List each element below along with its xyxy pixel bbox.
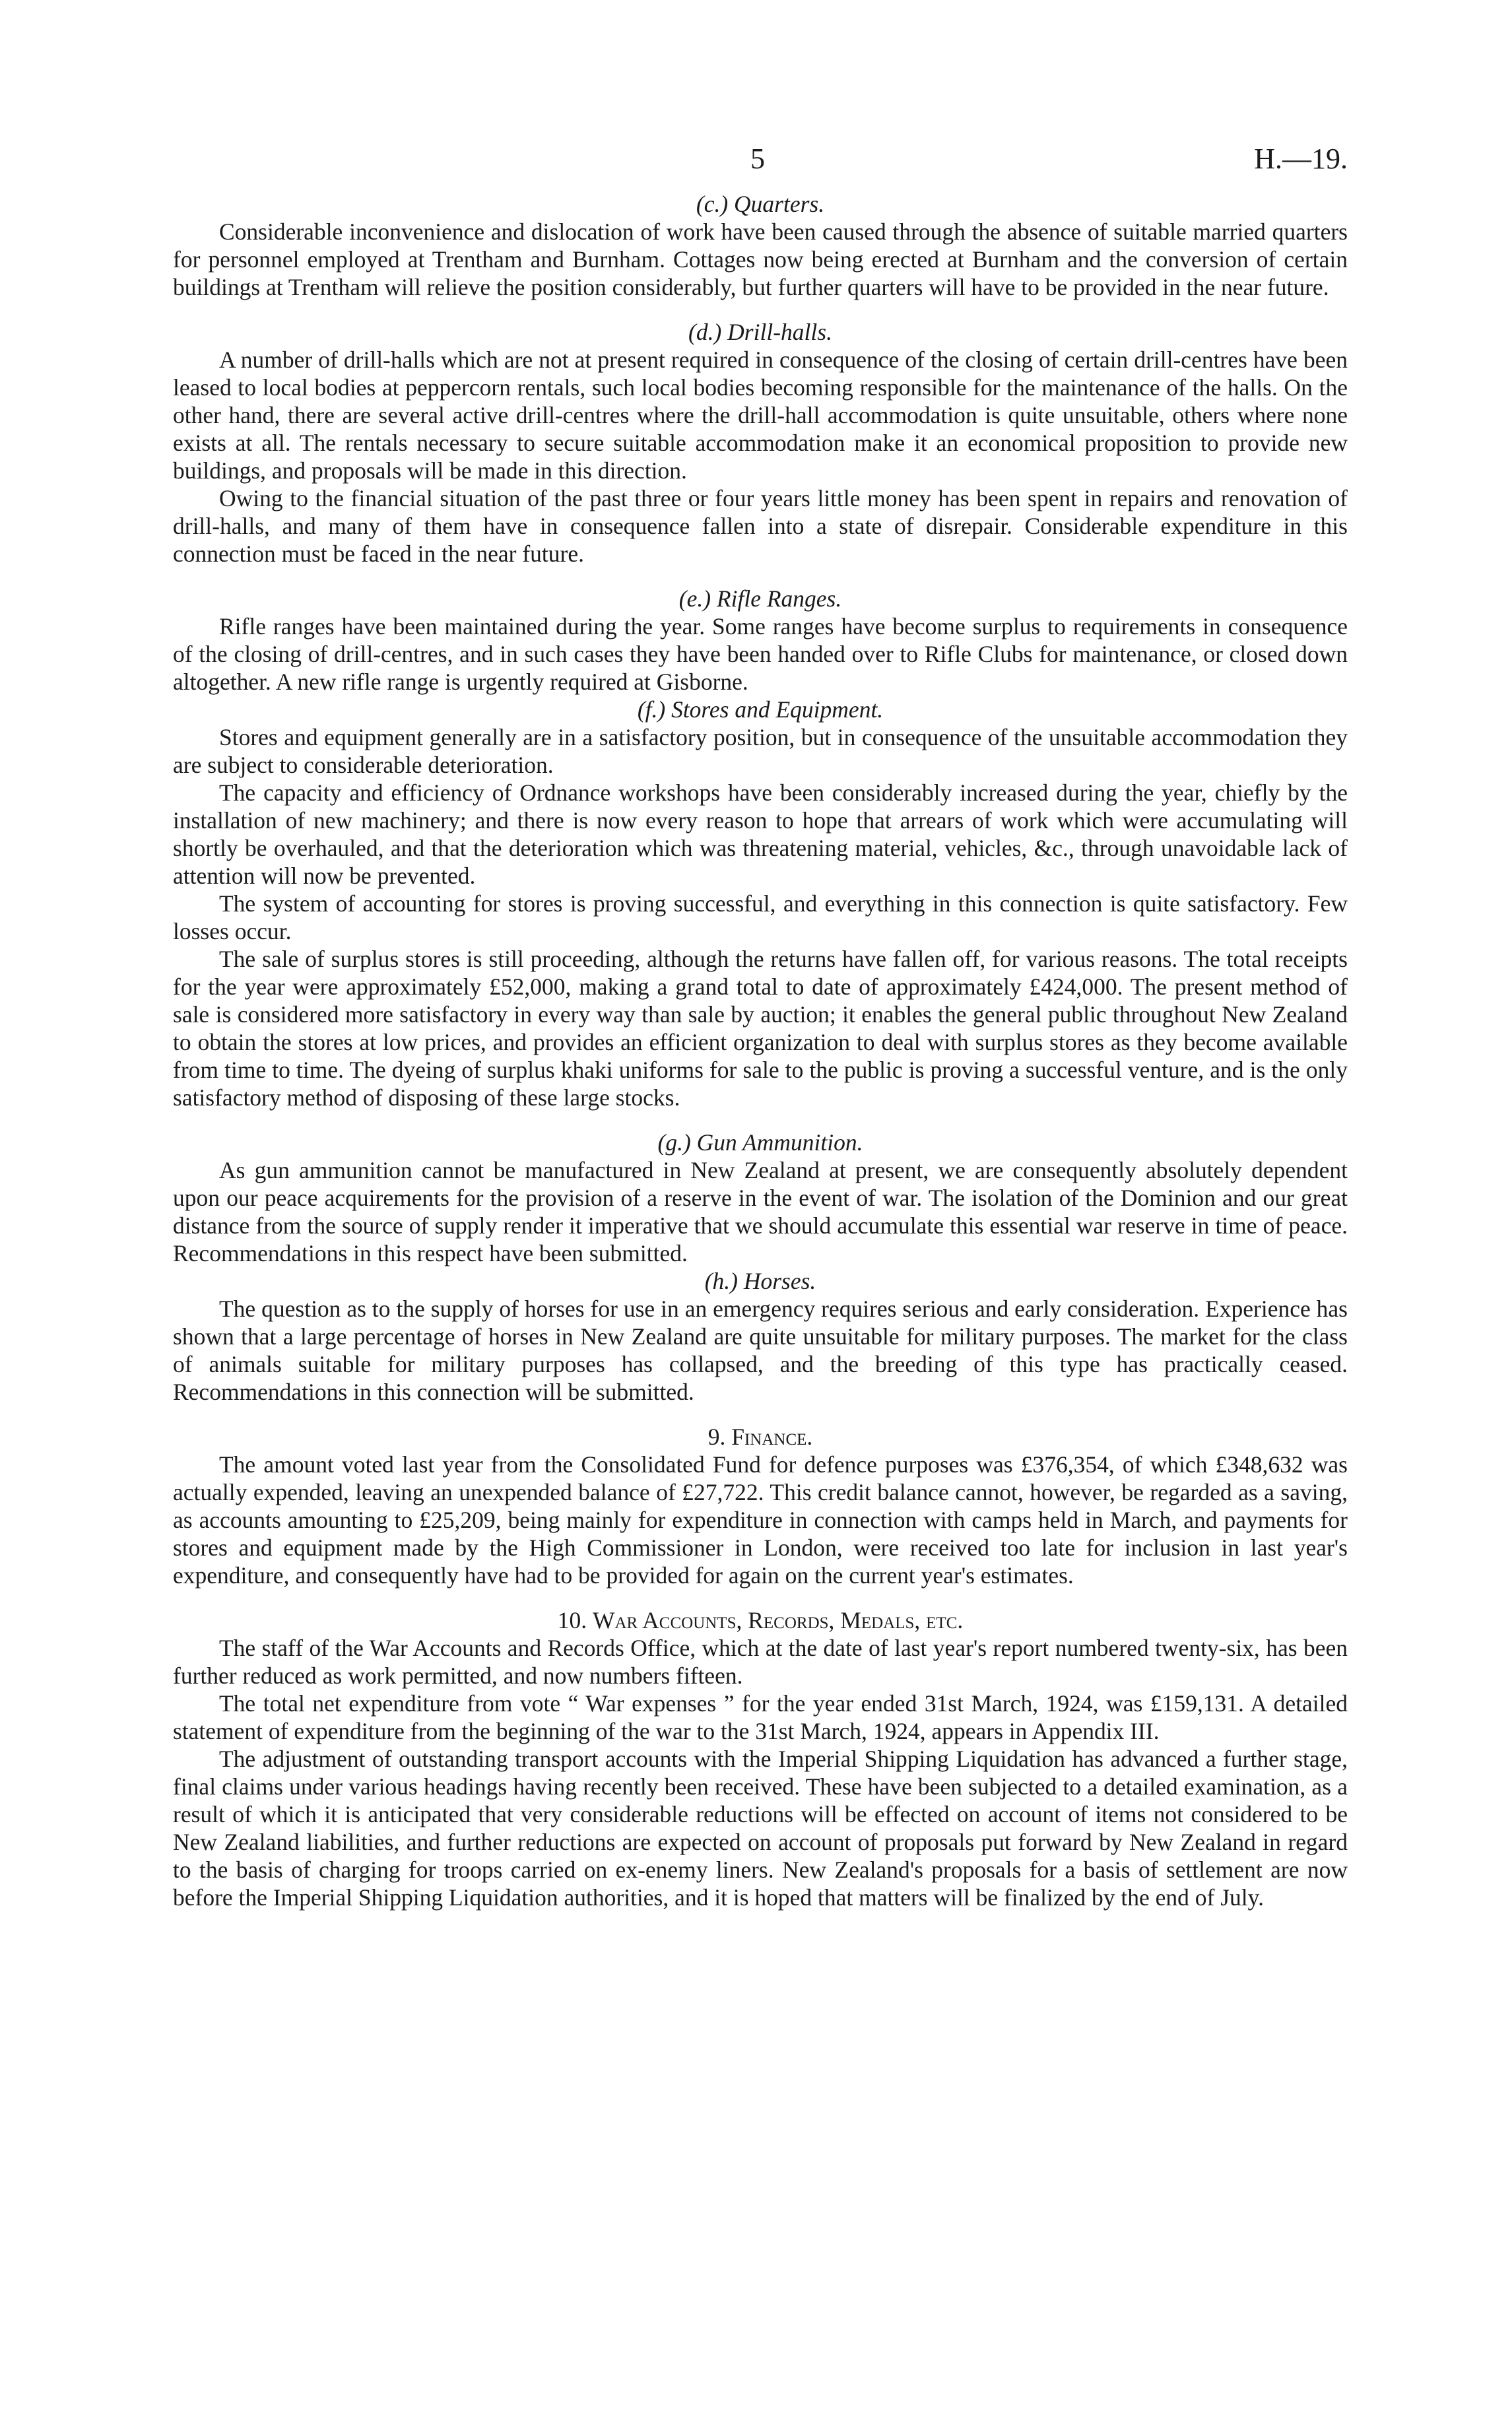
paragraph: The staff of the War Accounts and Records Office, which at the date of last year's report numbered twenty-six, has been further reduced as work permitted, and now numbers fifteen. (173, 1635, 1348, 1689)
section-title: Finance. (731, 1424, 813, 1450)
page-bottom-margin (173, 1911, 1348, 1918)
section-stores-and-equipment (173, 696, 1348, 1111)
section-title: War Accounts, Records, Medals, etc. (593, 1607, 964, 1633)
document-page (173, 139, 1348, 1918)
section-heading (173, 1606, 1348, 1634)
paragraph: The total net expenditure from vote “ War expenses ” for the year ended 31st March, 1924, was £159,131. A detailed statement of expenditure from the beginning of the war to the 31st March, 1924, appears in Appendix III. (173, 1690, 1348, 1744)
paragraph: The system of accounting for stores is proving successful, and everything in this connection is quite satisfactory. Few losses occur. (173, 890, 1348, 944)
section-quarters (173, 190, 1348, 301)
paragraph: A number of drill-halls which are not at present required in consequence of the closing of certain drill-centres have been leased to local bodies at peppercorn rentals, such local bodies becoming responsible for the maintenance of the halls. On the other hand, there are several active drill-centres where the drill-hall accommodation is quite unsuitable, others where none exists at all. The rentals necessary to secure suitable accommodation make it an economical proposition to provide new buildings, and proposals will be made in this direction. (173, 346, 1348, 484)
paragraph: The question as to the supply of horses for use in an emergency requires serious and early consideration. Experience has shown that a large percentage of horses in New Zealand are quite unsuitable for military purposes. The market for the class of animals suitable for military purposes has collapsed, and the breeding of this type has practically ceased. Recommendations in this connection will be submitted. (173, 1296, 1348, 1405)
paragraph: The sale of surplus stores is still proceeding, although the returns have fallen off, for various reasons. The total receipts for the year were approximately £52,000, making a grand total to date of approximately £424,000. The present method of sale is considered more satisfactory in every way than sale by auction; it enables the general public throughout New Zealand to obtain the stores at low prices, and provides an efficient organization to deal with surplus stores as they become available from time to time. The dyeing of surplus khaki uniforms for sale to the public is proving a successful venture, and is the only satisfactory method of disposing of these large stocks. (173, 946, 1348, 1111)
page-number: 5 (750, 143, 765, 175)
section-heading (173, 1423, 1348, 1451)
paragraph: Considerable inconvenience and dislocation of work have been caused through the absence of suitable married quarters for personnel employed at Trentham and Burnham. Cottages now being erected at Burnham and the conversion of certain buildings at Trentham will relieve the position considerably, but further quarters will have to be provided in the near future. (173, 218, 1348, 300)
paragraph: Rifle ranges have been maintained during the year. Some ranges have become surplus to requirements in consequence of the closing of drill-centres, and in such cases they have been handed over to Rifle Clubs for maintenance, or closed down altogether. A new rifle range is urgently required at Gisborne. (173, 613, 1348, 695)
section-rifle-ranges (173, 585, 1348, 696)
section-gun-ammunition (173, 1129, 1348, 1267)
section-number: 10. (557, 1607, 587, 1633)
document-reference: H.—19. (1254, 143, 1348, 175)
section-heading: (c.) Quarters. (696, 191, 825, 217)
section-horses (173, 1267, 1348, 1406)
section-finance (173, 1423, 1348, 1589)
section-heading: (g.) Gun Ammunition. (657, 1129, 863, 1156)
section-heading: (d.) Drill-halls. (688, 319, 832, 345)
section-heading: (h.) Horses. (704, 1268, 816, 1294)
section-drill-halls (173, 318, 1348, 568)
section-heading: (f.) Stores and Equipment. (637, 696, 884, 723)
section-war-accounts (173, 1606, 1348, 1911)
paragraph: The capacity and efficiency of Ordnance workshops have been considerably increased during the year, chiefly by the installation of new machinery; and there is now every reason to hope that arrears of work which were accumulating will shortly be overhauled, and that the deterioration which was threatening material, vehicles, &c., through unavoidable lack of attention will now be prevented. (173, 779, 1348, 889)
paragraph: The amount voted last year from the Consolidated Fund for defence purposes was £376,354, of which £348,632 was actually expended, leaving an unexpended balance of £27,722. This credit balance cannot, however, be regarded as a saving, as accounts amounting to £25,209, being mainly for expenditure in connection with camps held in March, and payments for stores and equipment made by the High Commissioner in London, were received too late for inclusion in last year's expenditure, and consequently have had to be provided for again on the current year's estimates. (173, 1451, 1348, 1589)
paragraph: The adjustment of outstanding transport accounts with the Imperial Shipping Liquidation has advanced a further stage, final claims under various headings having recently been received. These have been subjected to a detailed examination, as a result of which it is anticipated that very considerable reductions will be effected on account of items not considered to be New Zealand liabilities, and further reductions are expected on account of proposals put forward by New Zealand in regard to the basis of charging for troops carried on ex-enemy liners. New Zealand's proposals for a basis of settlement are now before the Imperial Shipping Liquidation authorities, and it is hoped that matters will be finalized by the end of July. (173, 1746, 1348, 1911)
paragraph: Stores and equipment generally are in a satisfactory position, but in consequence of the unsuitable accommodation they are subject to considerable deterioration. (173, 724, 1348, 778)
paragraph: As gun ammunition cannot be manufactured in New Zealand at present, we are consequently absolutely dependent upon our peace acquirements for the provision of a reserve in the event of war. The isolation of the Dominion and our great distance from the source of supply render it imperative that we should accumulate this essential war reserve in time of peace. Recommendations in this respect have been submitted. (173, 1157, 1348, 1266)
paragraph: Owing to the financial situation of the past three or four years little money has been spent in repairs and renovation of drill-halls, and many of them have in consequence fallen into a state of disrepair. Considerable expenditure in this connection must be faced in the near future. (173, 485, 1348, 567)
section-number: 9. (707, 1424, 726, 1450)
page-header (173, 139, 1348, 185)
section-heading: (e.) Rifle Ranges. (678, 585, 842, 612)
